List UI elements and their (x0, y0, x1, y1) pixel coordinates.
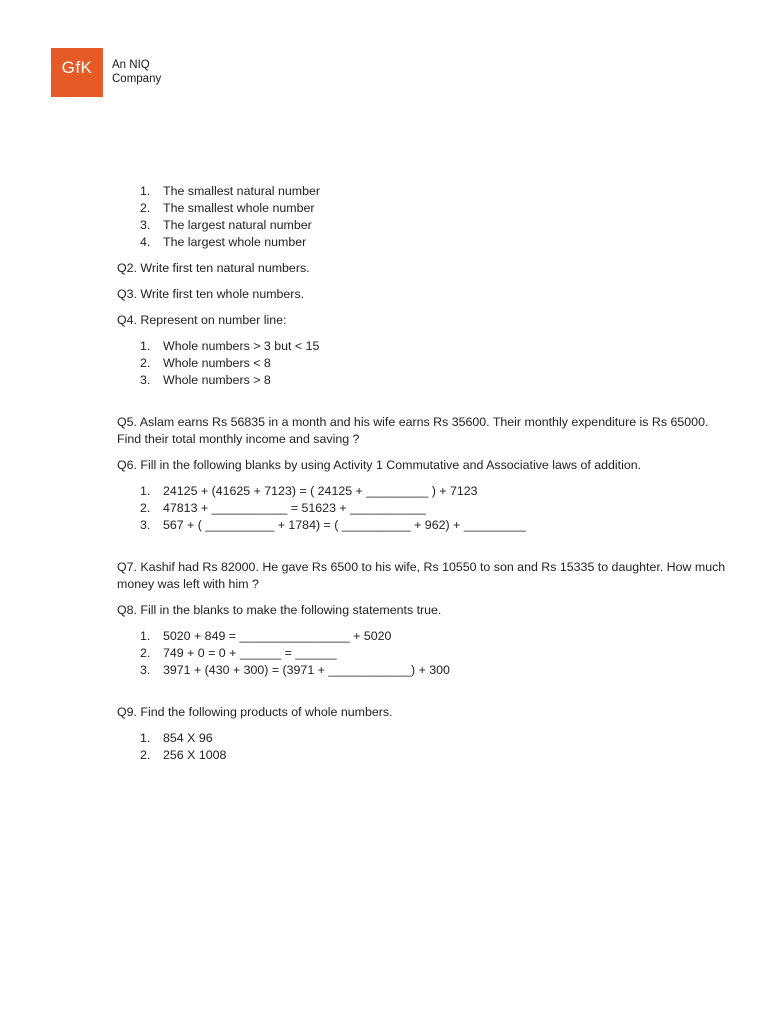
list-text: 3971 + (430 + 300) = (3971 + ____________) + 300 (163, 663, 450, 677)
q6-list (117, 483, 727, 534)
list-text: The largest natural number (163, 218, 312, 232)
q9-list (117, 730, 727, 764)
list-text: The smallest natural number (163, 184, 321, 198)
list-item (117, 645, 727, 662)
list-text: 854 X 96 (163, 731, 213, 745)
worksheet-content (117, 183, 727, 764)
list-number: 2. (140, 356, 151, 370)
list-item (117, 200, 727, 217)
list-number: 2. (140, 646, 151, 660)
gfk-logo (51, 48, 103, 97)
question-9: Q9. Find the following products of whole numbers. (117, 705, 393, 719)
list-text: 749 + 0 = 0 + ______ = ______ (163, 646, 337, 660)
list-text: Whole numbers < 8 (163, 356, 271, 370)
q4-list (117, 338, 727, 389)
list-item (117, 662, 727, 679)
list-number: 4. (140, 235, 151, 249)
q1-list (117, 183, 727, 251)
list-number: 1. (140, 339, 151, 353)
list-item (117, 730, 727, 747)
list-number: 2. (140, 501, 151, 515)
list-item (117, 747, 727, 764)
list-item (117, 372, 727, 389)
list-number: 1. (140, 629, 151, 643)
list-number: 3. (140, 218, 151, 232)
list-number: 3. (140, 518, 151, 532)
list-number: 2. (140, 201, 151, 215)
question-5: Q5. Aslam earns Rs 56835 in a month and his wife earns Rs 35600. Their monthly expenditure is Rs 65000. Find their total monthly income and saving ? (117, 415, 709, 446)
list-number: 1. (140, 184, 151, 198)
list-text: 5020 + 849 = ________________ + 5020 (163, 629, 392, 643)
list-text: The smallest whole number (163, 201, 315, 215)
question-8: Q8. Fill in the blanks to make the following statements true. (117, 603, 442, 617)
list-text: 47813 + ___________ = 51623 + ___________ (163, 501, 426, 515)
list-item (117, 483, 727, 500)
list-text: Whole numbers > 3 but < 15 (163, 339, 320, 353)
list-text: 567 + ( __________ + 1784) = ( __________ + 962) + _________ (163, 518, 526, 532)
list-item (117, 183, 727, 200)
q8-list (117, 628, 727, 679)
tagline-line-1: An NIQ (112, 59, 150, 71)
list-text: The largest whole number (163, 235, 307, 249)
question-4: Q4. Represent on number line: (117, 313, 287, 327)
list-item (117, 517, 727, 534)
list-text: Whole numbers > 8 (163, 373, 271, 387)
list-item (117, 338, 727, 355)
question-6: Q6. Fill in the following blanks by using Activity 1 Commutative and Associative laws of addition. (117, 458, 642, 472)
list-text: 24125 + (41625 + 7123) = ( 24125 + _________ ) + 7123 (163, 484, 478, 498)
list-number: 2. (140, 748, 151, 762)
list-number: 1. (140, 731, 151, 745)
list-item (117, 500, 727, 517)
tagline-line-2: Company (112, 73, 162, 85)
list-number: 1. (140, 484, 151, 498)
list-text: 256 X 1008 (163, 748, 227, 762)
list-item (117, 217, 727, 234)
list-item (117, 628, 727, 645)
gfk-logo-text: GfK (61, 58, 93, 77)
list-item (117, 355, 727, 372)
question-3: Q3. Write first ten whole numbers. (117, 287, 305, 301)
list-number: 3. (140, 663, 151, 677)
question-7: Q7. Kashif had Rs 82000. He gave Rs 6500 to his wife, Rs 10550 to son and Rs 15335 to daughter. How much money was left with him ? (117, 560, 726, 591)
question-2: Q2. Write first ten natural numbers. (117, 261, 310, 275)
company-tagline (112, 58, 161, 86)
list-item (117, 234, 727, 251)
list-number: 3. (140, 373, 151, 387)
